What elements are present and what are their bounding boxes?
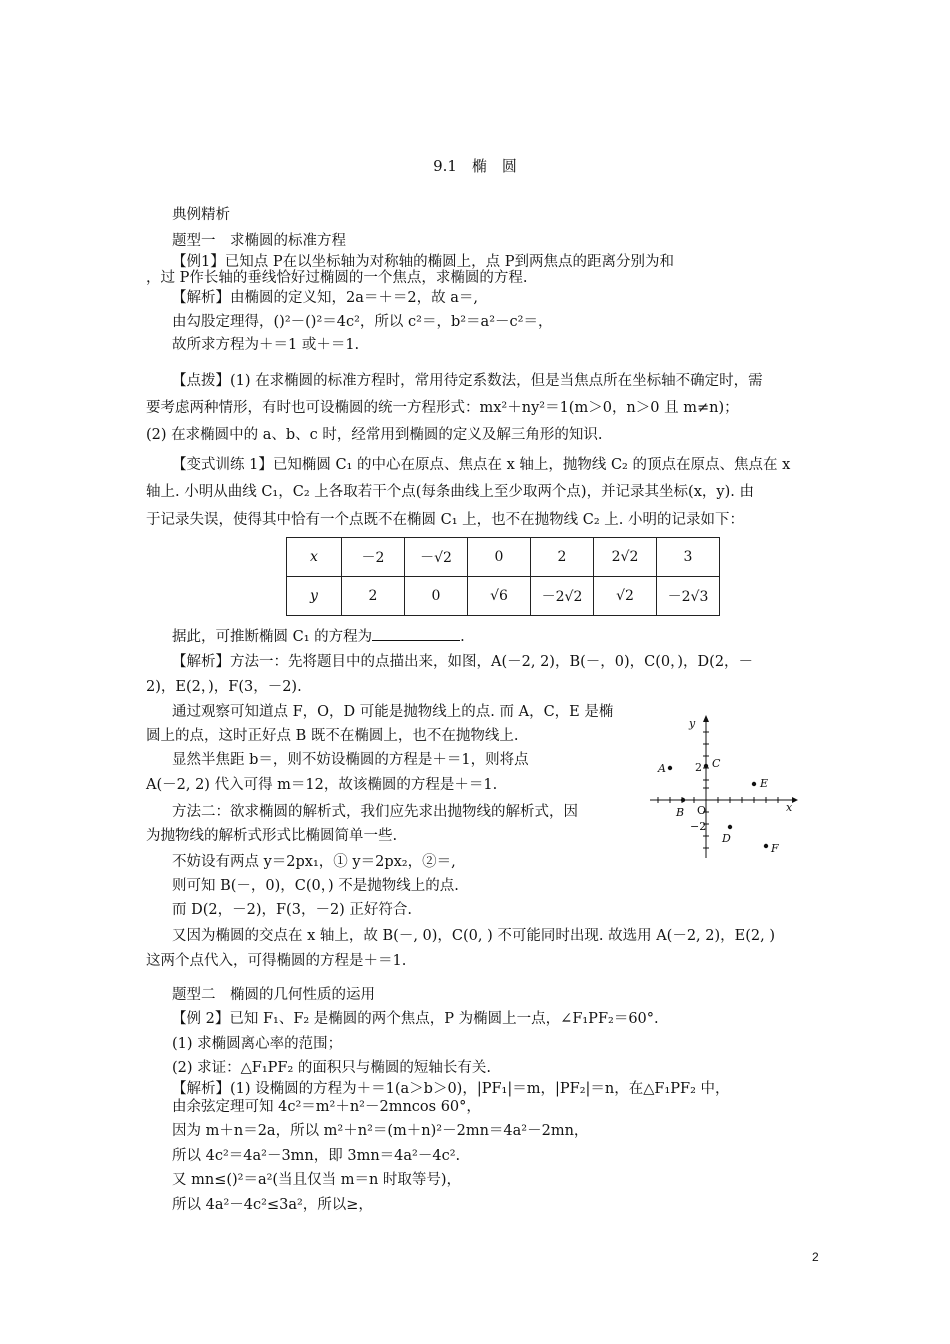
solution-line: 方法二：欲求椭圆的解析式，我们应先求出抛物线的解析式，因 [172,804,578,820]
solution-line: 通过观察可知道点 F，O，D 可能是抛物线上的点. 而 A，C，E 是椭 [172,704,614,720]
table-cell: 2 [342,577,405,616]
answer-prompt-text: 据此，可推断椭圆 C₁ 的方程为 [172,629,373,645]
example-2-text: 【例 2】已知 F₁、F₂ 是椭圆的两个焦点，P 为椭圆上一点，∠F₁PF₂＝60°. [172,1011,659,1027]
point-c-label: C [712,757,721,770]
table-cell: 0 [405,577,468,616]
solution-line: 又因为椭圆的交点在 x 轴上，故 B(－, 0)，C(0, ) 不可能同时出现. 故选用 A(－2, 2)，E(2, ) [172,928,776,944]
solution-line: 因为 m＋n＝2a，所以 m²＋n²＝(m＋n)²－2mn＝4a²－2mn， [172,1123,589,1139]
tip-line: (2) 在求椭圆中的 a、b、c 时，经常用到椭圆的定义及解三角形的知识. [146,427,603,443]
solution-line: 【解析】(1) 设椭圆的方程为＋＝1(a＞b＞0)，|PF₁|＝m，|PF₂|＝n，在△F₁PF₂ 中， [172,1081,730,1097]
example-1-text-cont: ，过 P作长轴的垂线恰好过椭圆的一个焦点，求椭圆的方程. [146,270,528,286]
point-d-label: D [722,832,731,845]
table-cell: 2√2 [594,538,657,577]
solution-line: 不妨设有两点 y＝2px₁，① y＝2px₂，②＝, [172,854,456,870]
solution-line: 而 D(2，－2)，F(3，－2) 正好符合. [172,902,413,918]
solution-line: 【解析】由椭圆的定义知，2a＝＋＝2，故 a＝, [172,290,478,306]
y-axis-arrow [703,715,709,722]
solution-line: 这两个点代入，可得椭圆的方程是＋＝1. [146,953,407,969]
solution-line: 所以 4c²＝4a²－3mn，即 3mn＝4a²－4c². [172,1148,461,1164]
tick-label: −2 [690,820,707,833]
answer-blank [372,626,460,641]
axis-ticks [658,732,778,848]
table-cell: －√2 [405,538,468,577]
point-e [752,782,756,786]
solution-line: 所以 4a²－4c²≤3a²，所以≥， [172,1197,373,1213]
solution-line: 2)，E(2，)，F(3，－2). [146,679,302,695]
exercise-line: 轴上. 小明从曲线 C₁，C₂ 上各取若干个点(每条曲线上至少取两个点)，并记录其坐标(x，y). 由 [146,484,754,500]
record-table [286,537,720,616]
point-a [668,766,672,770]
point-f-label: F [771,842,779,855]
answer-period: . [460,629,465,645]
solution-line: 则可知 B(－，0)，C(0，) 不是抛物线上的点. [172,878,459,894]
tip-line: 要考虑两种情形，有时也可设椭圆的统一方程形式：mx²＋ny²＝1(m＞0，n＞0 且 m≠n)； [146,400,739,416]
answer-prompt [172,626,465,647]
table-row [287,577,720,616]
table-cell: －2√2 [531,577,594,616]
point-b [681,798,685,802]
table-cell: √6 [468,577,531,616]
example-2-part: (2) 求证：△F₁PF₂ 的面积只与椭圆的短轴长有关. [172,1060,492,1076]
y-axis-label: y [689,717,696,730]
table-cell: －2 [342,538,405,577]
solution-line: 【解析】方法一：先将题目中的点描出来，如图，A(－2, 2)，B(－，0)，C(0，)，D(2，－ [172,654,754,670]
point-e-label: E [760,777,769,790]
point-b-label: B [676,806,685,819]
page-title: 9.1 椭 圆 [433,157,517,175]
table-cell: x [287,538,342,577]
point-f [764,844,768,848]
table-cell: －2√3 [657,577,720,616]
table-row [287,538,720,577]
origin-label: O [697,804,707,817]
exercise-line: 【变式训练 1】已知椭圆 C₁ 的中心在原点、焦点在 x 轴上，抛物线 C₂ 的顶点在原点、焦点在 x [172,457,791,473]
solution-line: 由余弦定理可知 4c²＝m²＋n²－2mncos 60°， [172,1099,481,1115]
solution-line: 为抛物线的解析式形式比椭圆简单一些. [146,828,398,844]
exercise-line: 于记录失误，使得其中恰有一个点既不在椭圆 C₁ 上，也不在抛物线 C₂ 上. 小明的记录如下： [146,512,744,528]
table-cell: 2 [531,538,594,577]
example-1-text: 【例1】已知点 P在以坐标轴为对称轴的椭圆上，点 P到两焦点的距离分别为和 [172,254,674,270]
point-a-label: A [658,762,666,775]
solution-line: 显然半焦距 b＝，则不妨设椭圆的方程是＋＝1，则将点 [172,752,529,768]
topic-heading-1: 题型一 求椭圆的标准方程 [172,233,346,249]
table-cell: 3 [657,538,720,577]
tick-label: 2 [695,761,702,774]
point-c [704,764,708,768]
coordinate-figure [648,712,798,862]
section-heading: 典例精析 [172,207,230,223]
page-number: 2 [812,1250,819,1264]
solution-line: 圆上的点，这时正好点 B 既不在椭圆上，也不在抛物线上. [146,728,519,744]
solution-line: 由勾股定理得，()²－()²＝4c²，所以 c²＝，b²＝a²－c²＝， [172,314,553,330]
solution-line: 故所求方程为＋＝1 或＋＝1. [172,337,360,353]
table-cell: √2 [594,577,657,616]
x-axis-label: x [786,801,793,814]
point-d [728,825,732,829]
x-axis-arrow [792,797,798,803]
topic-heading-2: 题型二 椭圆的几何性质的运用 [172,987,375,1003]
example-2-part: (1) 求椭圆离心率的范围； [172,1036,343,1052]
solution-line: 又 mn≤()²＝a²(当且仅当 m＝n 时取等号)， [172,1172,462,1188]
tip-line: 【点拨】(1) 在求椭圆的标准方程时，常用待定系数法，但是当焦点所在坐标轴不确定时，需 [172,373,763,389]
solution-line: A(－2, 2) 代入可得 m＝12，故该椭圆的方程是＋＝1. [146,777,498,793]
table-cell: 0 [468,538,531,577]
table-cell: y [287,577,342,616]
